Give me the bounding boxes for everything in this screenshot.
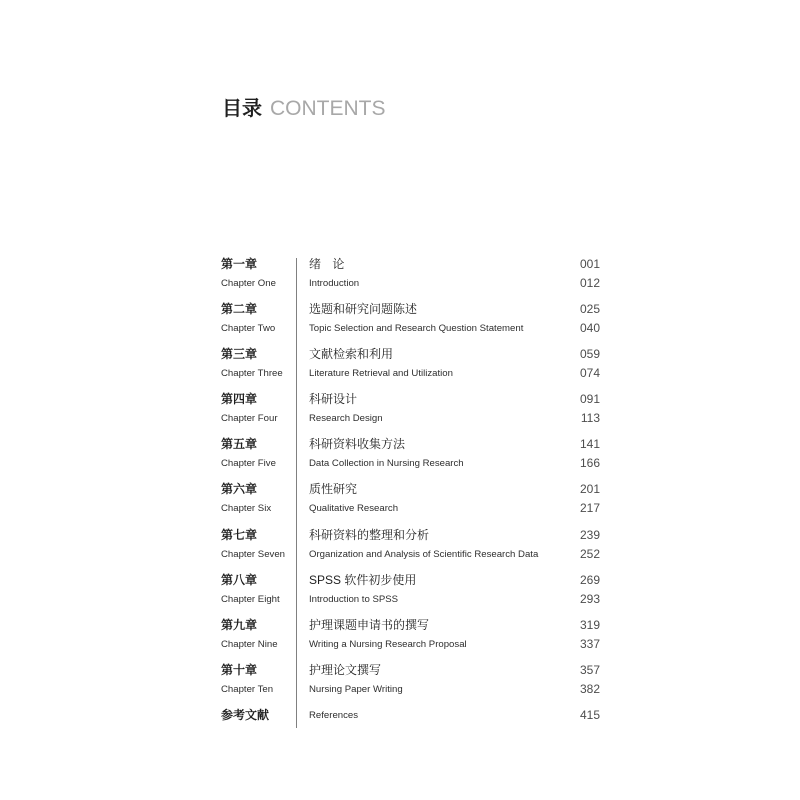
toc-entry-chapter-3 — [0, 345, 800, 390]
chapter-number-en: Chapter Nine — [221, 639, 278, 650]
chapter-number-en: Chapter Ten — [221, 684, 274, 696]
chapter-number-cn: 第八章 — [221, 572, 258, 587]
chapter-title-cn: SPSS 软件初步使用 — [309, 572, 417, 587]
page-number: 239 — [579, 527, 600, 542]
toc-line-cn — [0, 345, 800, 364]
page-number: 141 — [579, 437, 600, 452]
toc-entry-chapter-1 — [0, 255, 800, 300]
chapter-number-en: Chapter One — [221, 277, 276, 289]
page-number: 337 — [579, 637, 600, 651]
toc-entry-chapter-10 — [0, 661, 800, 706]
toc-header — [222, 95, 386, 123]
chapter-title-en: Qualitative Research — [309, 503, 399, 515]
chapter-title-en: Introduction to SPSS — [309, 593, 399, 605]
chapter-number-cn: 第五章 — [221, 437, 258, 452]
page-number: 201 — [579, 482, 600, 497]
toc-line-cn — [0, 571, 800, 590]
toc-line-cn — [0, 616, 800, 635]
chapter-number-cn: 第一章 — [221, 256, 258, 271]
chapter-title-cn: 科研资料的整理和分析 — [309, 527, 430, 542]
chapter-title-en: Topic Selection and Research Question Statement — [309, 322, 524, 334]
chapter-title-en: Organization and Analysis of Scientific Research Data — [309, 548, 539, 560]
chapter-number-cn: 第七章 — [221, 527, 258, 542]
toc-line-en — [0, 680, 800, 699]
chapter-number-en: Chapter Two — [221, 322, 276, 334]
chapter-title-cn: 质性研究 — [309, 482, 358, 497]
toc-line-en — [0, 364, 800, 383]
toc-line-en — [0, 319, 800, 338]
chapter-number-en: Chapter Three — [221, 367, 283, 379]
toc-entry-chapter-2 — [0, 300, 800, 345]
page-number: 357 — [579, 663, 600, 678]
toc-entry-chapter-6 — [0, 480, 800, 525]
page-number: 091 — [579, 392, 600, 407]
toc-entry-chapter-4 — [0, 390, 800, 435]
toc-line-cn — [0, 390, 800, 409]
page-number: 269 — [579, 572, 600, 587]
references-label-cn: 参考文献 — [221, 708, 270, 723]
page-number: 252 — [579, 546, 600, 561]
chapter-title-en: Data Collection in Nursing Research — [309, 458, 464, 470]
toc-line-cn — [0, 255, 800, 274]
page-number: 025 — [579, 301, 600, 316]
chapter-number-cn: 第九章 — [221, 618, 258, 632]
page-number: 217 — [579, 501, 600, 516]
chapter-title-cn: 护理论文撰写 — [309, 663, 382, 678]
page-title-en: CONTENTS — [270, 97, 386, 120]
toc-line-en — [0, 454, 800, 473]
table-of-contents — [0, 255, 800, 752]
page-number: 166 — [579, 456, 600, 471]
chapter-title-cn: 绪 论 — [309, 256, 345, 271]
chapter-title-en: Research Design — [309, 413, 383, 425]
page-number: 415 — [579, 708, 600, 723]
toc-line-en — [0, 409, 800, 428]
chapter-title-en: Nursing Paper Writing — [309, 684, 403, 696]
toc-line-en — [0, 274, 800, 293]
page-number: 012 — [579, 275, 600, 290]
chapter-number-en: Chapter Six — [221, 503, 272, 515]
page-number: 293 — [579, 591, 600, 606]
toc-entry-chapter-9 — [0, 616, 800, 661]
toc-line-en — [0, 635, 800, 654]
page-number: 319 — [579, 618, 600, 632]
toc-entry-chapter-7 — [0, 526, 800, 571]
chapter-title-cn: 选题和研究问题陈述 — [309, 301, 418, 316]
chapter-title-cn: 文献检索和利用 — [309, 346, 394, 361]
toc-entry-references — [0, 706, 800, 751]
chapter-title-en: Introduction — [309, 277, 360, 289]
toc-line-cn — [0, 300, 800, 319]
page-number: 001 — [579, 256, 600, 271]
chapter-number-cn: 第十章 — [221, 663, 258, 678]
page-number: 040 — [579, 320, 600, 335]
page-number: 382 — [579, 682, 600, 697]
toc-line-cn — [0, 526, 800, 545]
chapter-number-cn: 第二章 — [221, 301, 258, 316]
chapter-number-cn: 第六章 — [221, 482, 258, 497]
page-number: 074 — [579, 365, 600, 380]
toc-entry-chapter-8 — [0, 571, 800, 616]
references-title-en: References — [309, 710, 359, 722]
toc-line-cn — [0, 435, 800, 454]
page-number: 059 — [579, 346, 600, 361]
page-number: 113 — [580, 411, 600, 426]
chapter-title-cn: 科研资料收集方法 — [309, 437, 406, 452]
chapter-title-cn: 护理课题申请书的撰写 — [309, 618, 430, 632]
toc-line-en — [0, 545, 800, 564]
chapter-title-cn: 科研设计 — [309, 392, 358, 407]
chapter-number-en: Chapter Eight — [221, 593, 280, 605]
toc-entry-chapter-5 — [0, 435, 800, 480]
chapter-title-en: Writing a Nursing Research Proposal — [309, 639, 467, 650]
toc-line-references — [0, 706, 800, 725]
chapter-number-cn: 第三章 — [221, 346, 258, 361]
chapter-number-en: Chapter Five — [221, 458, 276, 470]
toc-line-cn — [0, 661, 800, 680]
toc-line-en — [0, 499, 800, 518]
toc-line-cn — [0, 480, 800, 499]
page-title-cn: 目录 — [222, 98, 262, 120]
chapter-number-en: Chapter Four — [221, 413, 278, 425]
chapter-title-en: Literature Retrieval and Utilization — [309, 367, 453, 379]
chapter-number-en: Chapter Seven — [221, 548, 285, 560]
toc-line-en — [0, 590, 800, 609]
chapter-number-cn: 第四章 — [221, 392, 258, 407]
